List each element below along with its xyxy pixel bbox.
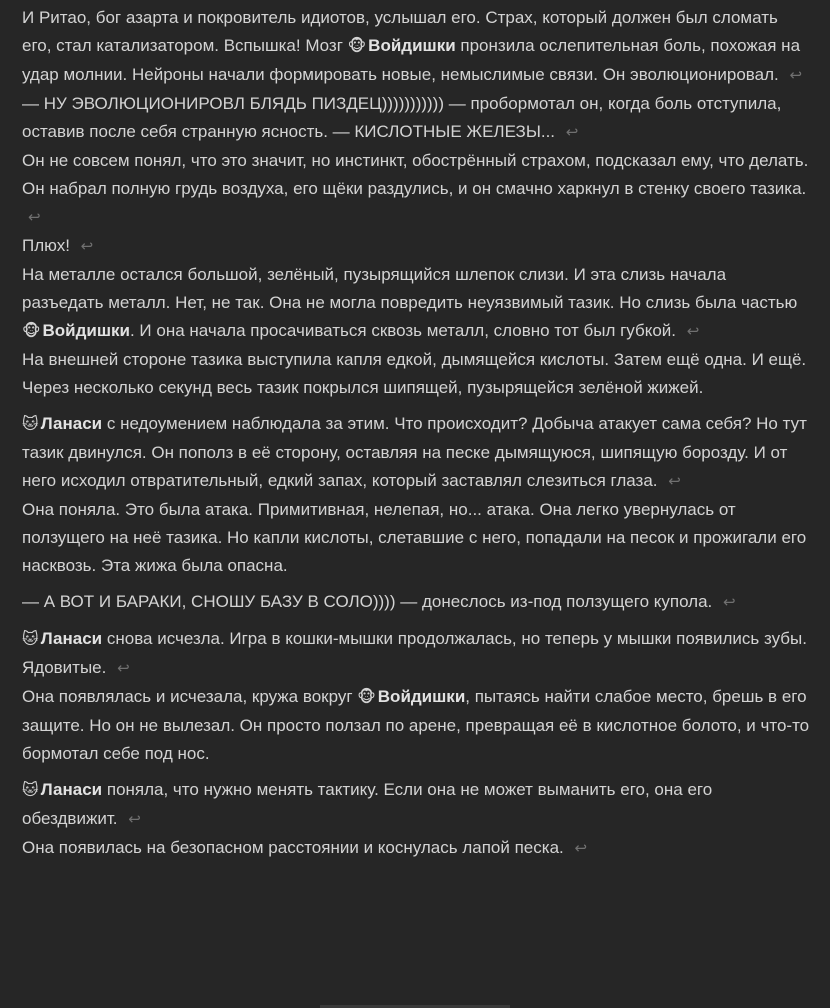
paragraph-2 <box>22 90 812 147</box>
return-icon: ↩ <box>128 811 141 828</box>
character-name-voydishki: Войдишки <box>42 321 130 340</box>
document-body <box>22 4 812 863</box>
paragraph-4 <box>22 232 812 261</box>
paragraph-text: Она появилась на безопасном расстоянии и коснулась лапой песка. <box>22 838 564 857</box>
return-icon: ↩ <box>80 238 94 255</box>
paragraph-3 <box>22 147 812 232</box>
return-icon: ↩ <box>117 660 130 677</box>
paragraph-12 <box>22 776 812 834</box>
paragraph-11 <box>22 683 812 768</box>
paragraph-text: На внешней стороне тазика выступила капля едкой, дымящейся кислоты. Затем ещё одна. И ещё. Через несколько секунд весь тазик покрылся шипящей, пузырящейся зелёной жижей. <box>22 350 807 397</box>
return-icon: ↩ <box>723 594 736 611</box>
paragraph-text: снова исчезла. Игра в кошки-мышки продолжалась, но теперь у мышки появились зубы. Ядовитые. <box>22 629 807 677</box>
return-icon: ↩ <box>574 840 588 857</box>
paragraph-1 <box>22 4 812 90</box>
paragraph-text: с недоумением наблюдала за этим. Что происходит? Добыча атакует сама себя? Но тут тазик двинулся. Он пополз в её сторону, оставляя на песке дымящуюся, шипящую борозду. И от него исходил отвратительный, едкий запах, который заставлял слезиться глаза. <box>22 414 807 490</box>
monkey-emoji-icon: 🐵 <box>22 323 41 340</box>
paragraph-6 <box>22 346 812 402</box>
return-icon: ↩ <box>668 473 681 490</box>
character-name-lanasi: Ланаси <box>40 414 103 433</box>
paragraph-text: Он не совсем понял, что это значит, но инстинкт, обострённый страхом, подсказал ему, что делать. Он набрал полную грудь воздуха, его щёки раздулись, и он смачно харкнул в стенку своего тазика. <box>22 151 809 198</box>
paragraph-text: . И она начала просачиваться сквозь металл, словно тот был губкой. <box>129 321 677 340</box>
cat-emoji-icon: 🐱 <box>22 631 39 648</box>
return-icon: ↩ <box>565 124 579 141</box>
character-name-voydishki: Войдишки <box>377 687 466 706</box>
cat-emoji-icon: 🐱 <box>22 416 39 433</box>
character-name-lanasi: Ланаси <box>40 780 103 799</box>
paragraph-text: — НУ ЭВОЛЮЦИОНИРОВЛ БЛЯДЬ ПИЗДЕЦ))))))))))) — пробормотал он, когда боль отступила, оставив после себя странную ясность. — КИСЛОТНЫЕ ЖЕЛЕЗЫ... <box>22 94 782 141</box>
paragraph-8 <box>22 496 812 580</box>
paragraph-text: — А ВОТ И БАРАКИ, СНОШУ БАЗУ В СОЛО)))) — донеслось из-под ползущего купола. <box>22 592 713 611</box>
paragraph-9 <box>22 588 812 617</box>
cat-emoji-icon: 🐱 <box>22 782 39 799</box>
return-icon: ↩ <box>28 209 41 226</box>
return-icon: ↩ <box>686 323 700 340</box>
character-name-voydishki: Войдишки <box>368 36 456 55</box>
paragraph-5 <box>22 261 812 346</box>
paragraph-text: Она появлялась и исчезала, кружа вокруг <box>22 687 353 706</box>
paragraph-text: Плюх! <box>22 236 70 255</box>
monkey-emoji-icon: 🐵 <box>347 38 367 55</box>
paragraph-7 <box>22 410 812 496</box>
paragraph-13 <box>22 834 812 863</box>
paragraph-text: Она поняла. Это была атака. Примитивная, нелепая, но... атака. Она легко увернулась от ползущего на неё тазика. Но капли кислоты, слетавшие с него, попадали на песок и прожигали его насквозь. Эта жижа была опасна. <box>22 500 807 575</box>
return-icon: ↩ <box>789 67 803 84</box>
paragraph-text: И Ритао, бог азарта и покровитель идиотов, услышал его. Страх, который должен был сломать его, стал катализатором. Вспышка! Мозг <box>22 8 778 55</box>
paragraph-10 <box>22 625 812 683</box>
paragraph-text: , пытаясь найти слабое место, брешь в его защите. Но он не вылезал. Он просто ползал по арене, превращая её в кислотное болото, и что-то бормотал себе под нос. <box>22 687 810 763</box>
paragraph-text: На металле остался большой, зелёный, пузырящийся шлепок слизи. И эта слизь начала разъедать металл. Нет, не так. Она не могла повредить неуязвимый тазик. Но слизь была частью <box>22 265 798 312</box>
character-name-lanasi: Ланаси <box>40 629 103 648</box>
paragraph-text: пронзила ослепительная боль, похожая на удар молнии. Нейроны начали формировать новые, немыслимые связи. Он эволюционировал. <box>22 36 801 84</box>
paragraph-text: поняла, что нужно менять тактику. Если она не может выманить его, она его обездвижит. <box>22 780 713 828</box>
monkey-emoji-icon: 🐵 <box>357 689 376 706</box>
